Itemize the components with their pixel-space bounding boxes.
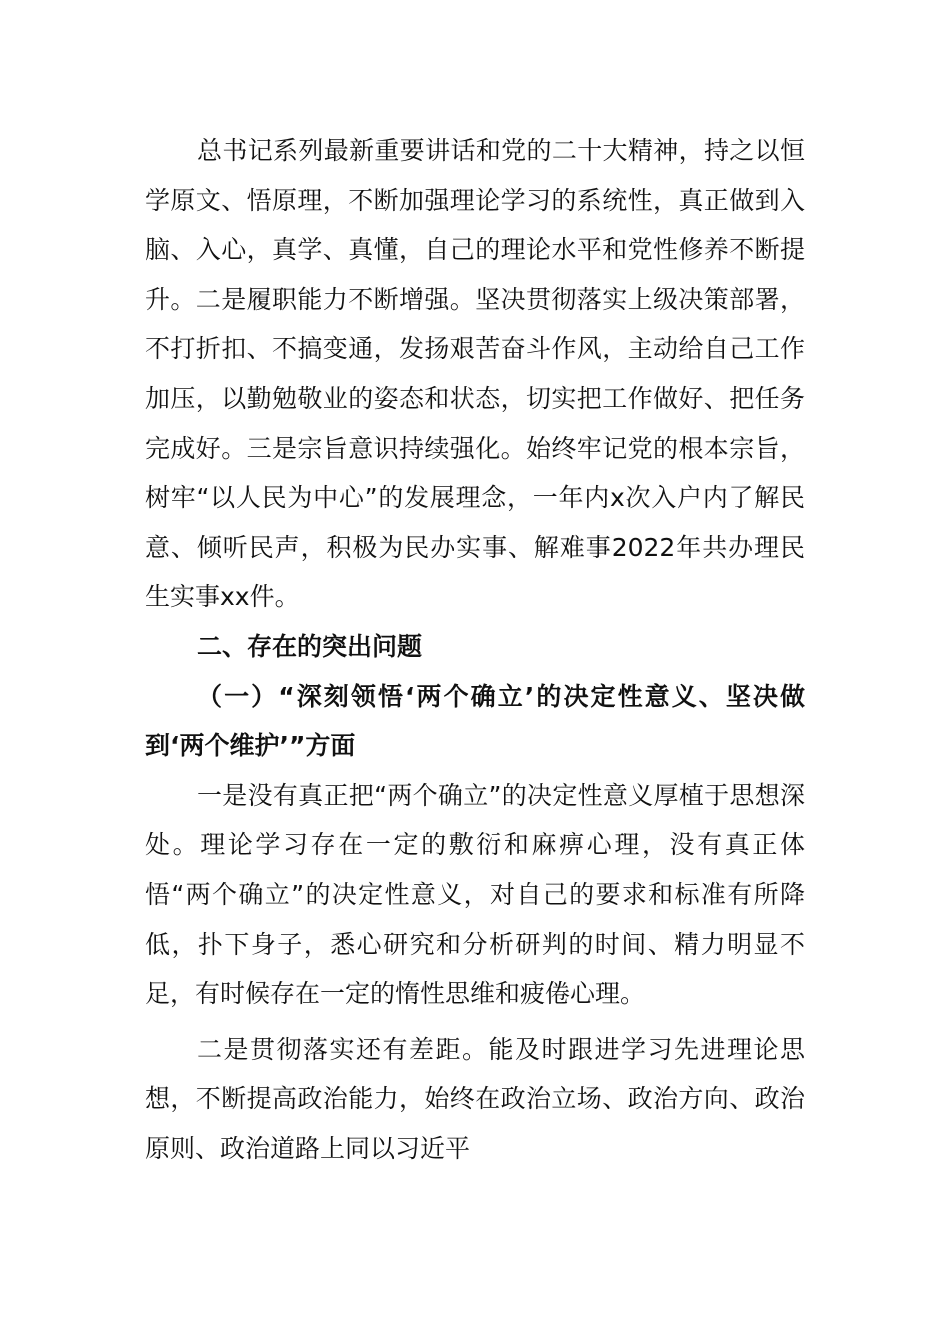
paragraph-achievements: 总书记系列最新重要讲话和党的二十大精神，持之以恒学原文、悟原理，不断加强理论学习的系统性，真正做到入脑、入心，真学、真懂，自己的理论水平和党性修养不断提升。二是履职能力不断增强。坚决贯彻落实上级决策部署，不打折扣、不搞变通，发扬艰苦奋斗作风，主动给自己工作加压，以勤勉敬业的姿态和状态，切实把工作做好、把任务完成好。三是宗旨意识持续强化。始终牢记党的根本宗旨，树牢“以人民为中心”的发展理念，一年内x次入户内了解民意、倾听民声，积极为民办实事、解难事2022年共办理民生实事xx件。 [145, 136, 805, 612]
paragraph-problem-2: 二是贯彻落实还有差距。能及时跟进学习先进理论思想，不断提高政治能力，始终在政治立场、政治方向、政治原则、政治道路上同以习近平 [145, 1034, 805, 1163]
paragraph-problem-1: 一是没有真正把“两个确立”的决定性意义厚植于思想深处。理论学习存在一定的敷衍和麻痹心理，没有真正体悟“两个确立”的决定性意义，对自己的要求和标准有所降低，扑下身子，悉心研究和分析研判的时间、精力明显不足，有时候存在一定的惰性思维和疲倦心理。 [145, 780, 805, 1009]
section-heading-problems: 二、存在的突出问题 [197, 631, 423, 661]
document-body [145, 126, 805, 1173]
subsection-heading-1: （一）“深刻领悟‘两个确立’的决定性意义、坚决做到‘两个维护’”方面 [145, 681, 805, 761]
